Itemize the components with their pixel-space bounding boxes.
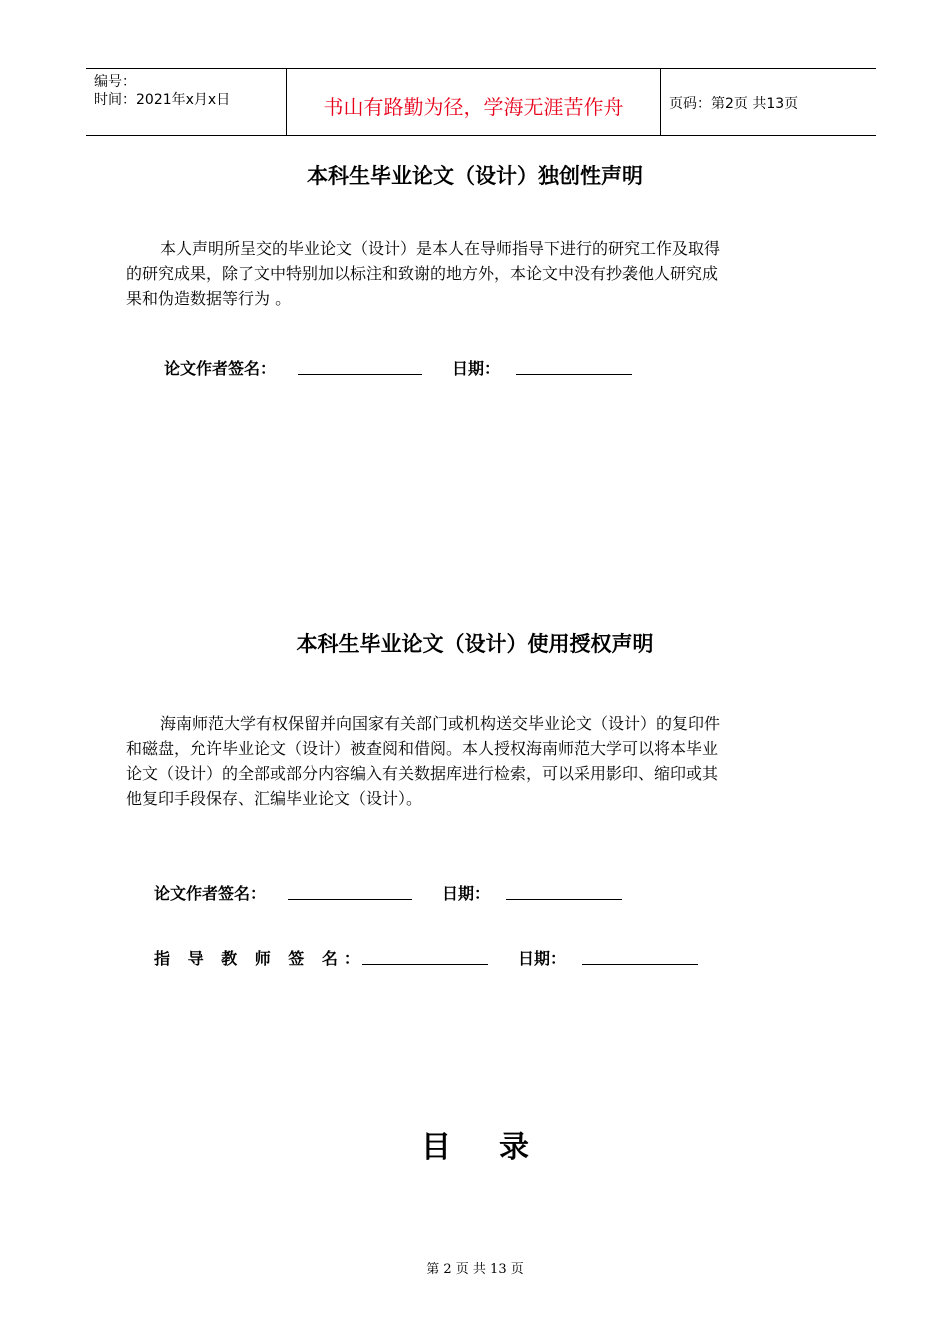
authorization-paragraph — [126, 711, 836, 811]
motto-text: 书山有路勤为径，学海无涯苦作舟 — [323, 95, 624, 119]
page-footer: 第 2 页 共 13 页 — [426, 1262, 524, 1277]
advisor-date-label: 日期： — [518, 949, 567, 968]
originality-line-2: 的研究成果，除了文中特别加以标注和致谢的地方外，本论文中没有抄袭他人研究成 — [126, 264, 719, 283]
authorization-line-2: 和磁盘，允许毕业论文（设计）被查阅和借阅。本人授权海南师范大学可以将本毕业 — [126, 739, 719, 758]
authorization-date-label: 日期： — [442, 884, 491, 903]
header-left-cell — [86, 69, 287, 135]
authorization-title: 本科生毕业论文（设计）使用授权声明 — [296, 632, 654, 656]
header-motto-cell — [287, 69, 661, 135]
header-table — [86, 68, 876, 136]
number-label: 编号： — [94, 74, 136, 90]
advisor-sign-line[interactable] — [362, 964, 488, 965]
originality-date-line[interactable] — [516, 374, 632, 375]
originality-paragraph — [126, 236, 836, 311]
authorization-date-line[interactable] — [506, 899, 622, 900]
authorization-author-sign-label: 论文作者签名： — [154, 884, 267, 903]
originality-author-sign-line[interactable] — [298, 374, 422, 375]
authorization-line-4: 他复印手段保存、汇编毕业论文（设计）。 — [126, 789, 423, 808]
originality-line-3: 果和伪造数据等行为 。 — [126, 289, 292, 308]
originality-author-sign-label: 论文作者签名： — [164, 359, 277, 378]
originality-date-label: 日期： — [452, 359, 501, 378]
advisor-sign-label: 指 导 教 师 签 名： — [154, 949, 366, 968]
originality-title: 本科生毕业论文（设计）独创性声明 — [307, 164, 643, 188]
page-info: 页码：第2页 共13页 — [669, 96, 799, 112]
header-page-cell — [661, 69, 876, 135]
authorization-line-3: 论文（设计）的全部或部分内容编入有关数据库进行检索，可以采用影印、缩印或其 — [126, 764, 719, 783]
advisor-date-line[interactable] — [582, 964, 698, 965]
toc-title: 目录 — [421, 1130, 577, 1165]
time-label: 时间：2021年x月x日 — [94, 92, 231, 108]
originality-line-1: 本人声明所呈交的毕业论文（设计）是本人在导师指导下进行的研究工作及取得 — [160, 239, 721, 258]
authorization-author-sign-line[interactable] — [288, 899, 412, 900]
authorization-line-1: 海南师范大学有权保留并向国家有关部门或机构送交毕业论文（设计）的复印件 — [160, 714, 721, 733]
